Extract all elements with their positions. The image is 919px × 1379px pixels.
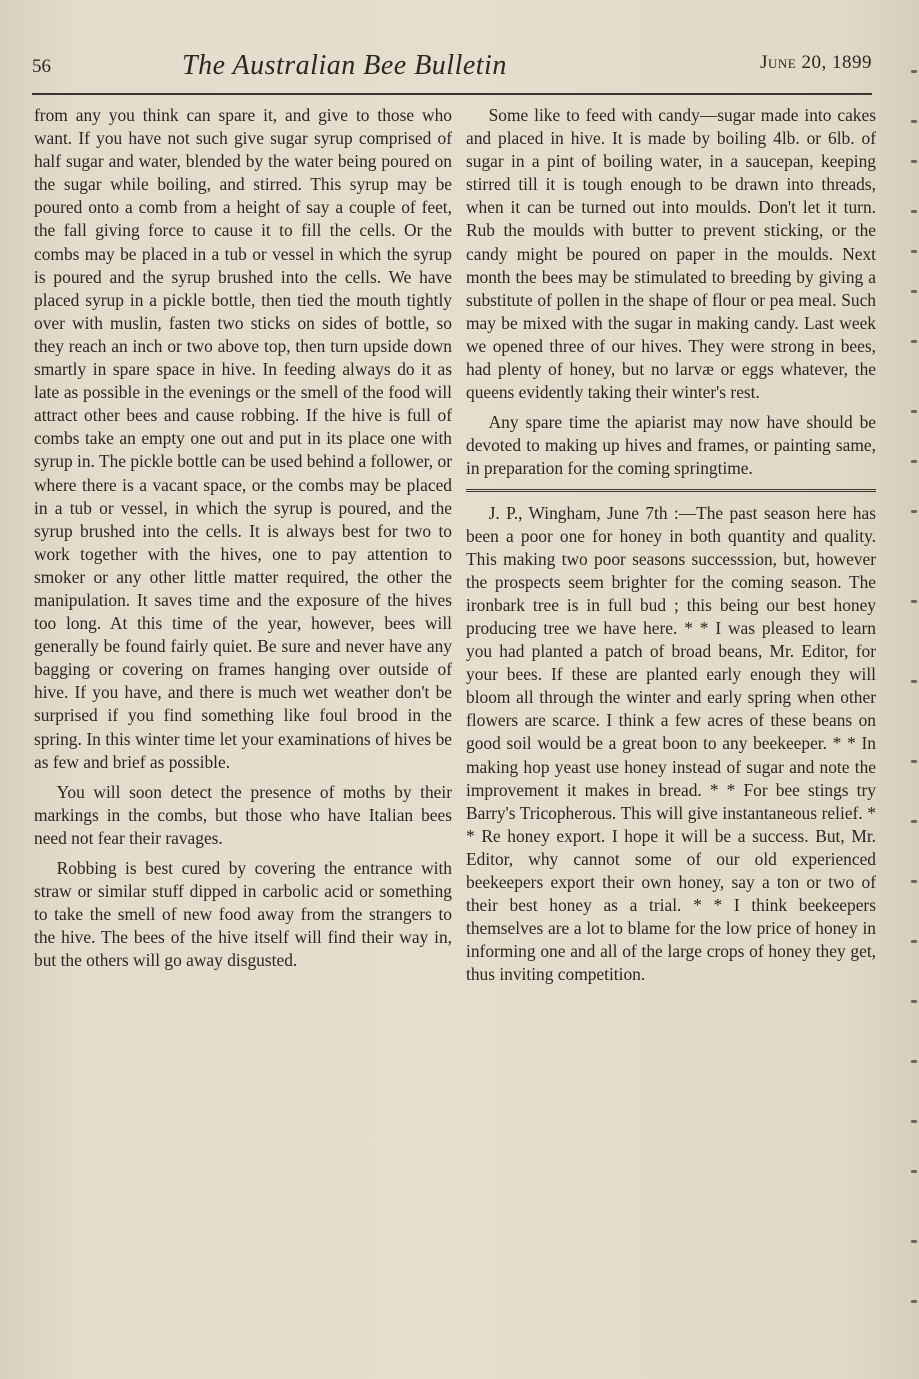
- journal-title: The Australian Bee Bulletin: [182, 50, 507, 81]
- binding-margin: [903, 60, 917, 1360]
- header-rule: [32, 93, 872, 95]
- right-paragraph-spare-time: Any spare time the apiarist may now have should be devoted to making up hives and frames, or painting same, in preparation for the coming springtime.: [466, 412, 876, 479]
- right-column: [466, 104, 876, 993]
- right-paragraph-candy: Some like to feed with candy—sugar made into cakes and placed in hive. It is made by boiling 4lb. or 6lb. of sugar in a pint of boiling water, in a saucepan, keeping stirred till it is tough enough to be drawn into threads, when it can be turned out into moulds. Don't let it turn. Rub the moulds with butter to prevent sticking, or the candy might be poured on paper in the moulds. Next month the bees may be stimulated to breeding by giving a substitute of pollen in the shape of flour or pea meal. Such may be mixed with the sugar in making candy. Last week we opened three of our hives. They were strong in bees, had plenty of honey, but no larvæ or eggs whatever, the queens evidently taking their winter's rest.: [466, 105, 876, 403]
- left-column: [34, 104, 452, 979]
- correspondence-letter: J. P., Wingham, June 7th :—The past season here has been a poor one for honey in both quantity and quality. This making two poor seasons successsion, but, however the prospects seem brighter for the coming season. The ironbark tree is in full bud ; this being our best honey producing tree we have here. * * I was pleased to learn you had planted a patch of broad beans, Mr. Editor, for your bees. If these are planted early enough they will bloom all through the winter and early spring when other flowers are scarce. I think a few acres of these beans on good soil would be a great boon to any beekeeper. * * In making hop yeast use honey instead of sugar and note the improvement it makes in bread. * * For bee stings try Barry's Tricopherous. This will give instantaneous relief. * * Re honey export. I hope it will be a success. But, Mr. Editor, why cannot some of our old experienced beekeepers export their own honey, say a ton or two of their best honey as a trial. * * I think beekeepers themselves are a lot to blame for the low price of honey in informing one and all of the large crops of honey they get, thus inviting competition.: [466, 502, 876, 985]
- page-number: 56: [32, 56, 51, 77]
- left-paragraph-robbing: Robbing is best cured by covering the entrance with straw or similar stuff dipped in carbolic acid or something to take the smell of new food away from the strangers to the hive. The bees of the hive itself will find their way in, but the others will go away disgusted.: [34, 858, 452, 971]
- issue-date: June 20, 1899: [760, 52, 872, 73]
- section-divider: [466, 489, 876, 492]
- page-header: [32, 50, 872, 90]
- left-paragraph-feeding: from any you think can spare it, and give to those who want. If you have not such give sugar syrup comprised of half sugar and water, blended by the water being poured on the sugar while boiling, and stirred. This syrup may be poured onto a comb from a height of say a couple of feet, the fall giving force to cause it to fill the cells. Or the combs may be placed in a tub or vessel in which the syrup is poured and the syrup brushed into the cells. We have placed syrup in a pickle bottle, then tied the mouth tightly over with muslin, fasten two sticks on sides of bottle, so they reach an inch or two above top, then turn upside down smartly in spare space in hive. In feeding always do it as late as possible in the evenings or the smell of the food will attract other bees and cause robbing. If the hive is full of combs take an empty one out and put in its place one with syrup in. The pickle bottle can be used behind a follower, or where there is a vacant space, or the combs may be placed in a tub or vessel, in which the syrup is poured, and the syrup brushed into the cells. It is always best for two to work together with the hives, one to pay attention to smoker or any other little matter required, the other the manipulation. It saves time and the exposure of the hives too long. At this time of the year, however, bees will generally be found fairly quiet. Be sure and never have any bagging or covering on frames hanging over outside of hive. If you have, and there is much wet weather don't be surprised if you find something like foul brood in the spring. In this winter time let your examinations of hives be as few and brief as possible.: [34, 105, 452, 772]
- left-paragraph-moths: You will soon detect the presence of moths by their markings in the combs, but those who have Italian bees need not fear their ravages.: [34, 781, 452, 848]
